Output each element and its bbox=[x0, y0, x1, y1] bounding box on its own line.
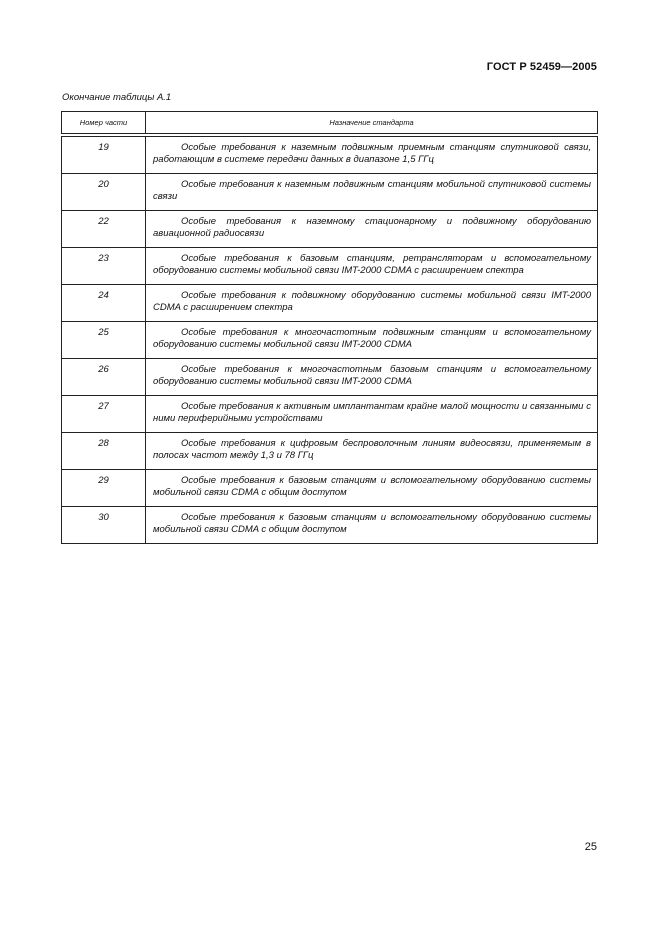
table-row bbox=[62, 470, 598, 507]
row-description: Особые требования к наземному стационарному и подвижному оборудованию авиационной радиосвязи bbox=[146, 211, 598, 248]
table-caption: Окончание таблицы А.1 bbox=[62, 92, 172, 103]
table-row bbox=[62, 359, 598, 396]
row-description: Особые требования к цифровым беспроволочным линиям видеосвязи, применяемым в полосах частот между 1,3 и 78 ГГц bbox=[146, 433, 598, 470]
row-description: Особые требования к активным имплантантам крайне малой мощности и связанными с ними периферийными устройствами bbox=[146, 396, 598, 433]
column-header-number: Номер части bbox=[62, 112, 146, 134]
row-description: Особые требования к подвижному оборудованию системы мобильной связи IMT-2000 CDMA с расширением спектра bbox=[146, 285, 598, 322]
table-row bbox=[62, 211, 598, 248]
row-number: 30 bbox=[62, 507, 146, 544]
row-number: 27 bbox=[62, 396, 146, 433]
row-number: 28 bbox=[62, 433, 146, 470]
row-description: Особые требования к базовым станциям, ретрансляторам и вспомогательному оборудованию системы мобильной связи IMT-2000 CDMA с расширением спектра bbox=[146, 248, 598, 285]
table-row bbox=[62, 433, 598, 470]
table-row bbox=[62, 285, 598, 322]
row-description: Особые требования к наземным подвижным станциям мобильной спутниковой системы связи bbox=[146, 174, 598, 211]
row-description: Особые требования к базовым станциям и вспомогательному оборудованию системы мобильной связи CDMA с общим доступом bbox=[146, 470, 598, 507]
row-number: 26 bbox=[62, 359, 146, 396]
row-description: Особые требования к многочастотным подвижным станциям и вспомогательному оборудованию системы мобильной связи IMT-2000 CDMA bbox=[146, 322, 598, 359]
page-number: 25 bbox=[584, 841, 597, 853]
row-number: 29 bbox=[62, 470, 146, 507]
row-description: Особые требования к многочастотным базовым станциям и вспомогательному оборудованию системы мобильной связи IMT-2000 CDMA bbox=[146, 359, 598, 396]
column-header-purpose: Назначение стандарта bbox=[146, 112, 598, 134]
row-number: 22 bbox=[62, 211, 146, 248]
table-row bbox=[62, 396, 598, 433]
row-number: 20 bbox=[62, 174, 146, 211]
row-description: Особые требования к наземным подвижным приемным станциям спутниковой связи, работающим в системе передачи данных в диапазоне 1,5 ГГц bbox=[146, 137, 598, 174]
standards-table bbox=[61, 111, 598, 544]
row-description: Особые требования к базовым станциям и вспомогательному оборудованию системы мобильной связи CDMA с общим доступом bbox=[146, 507, 598, 544]
table-header-row bbox=[62, 112, 598, 134]
row-number: 23 bbox=[62, 248, 146, 285]
table-row bbox=[62, 174, 598, 211]
table-row bbox=[62, 137, 598, 174]
row-number: 24 bbox=[62, 285, 146, 322]
row-number: 25 bbox=[62, 322, 146, 359]
table-row bbox=[62, 248, 598, 285]
table-row bbox=[62, 507, 598, 544]
row-number: 19 bbox=[62, 137, 146, 174]
document-code: ГОСТ Р 52459—2005 bbox=[486, 61, 597, 73]
table-row bbox=[62, 322, 598, 359]
